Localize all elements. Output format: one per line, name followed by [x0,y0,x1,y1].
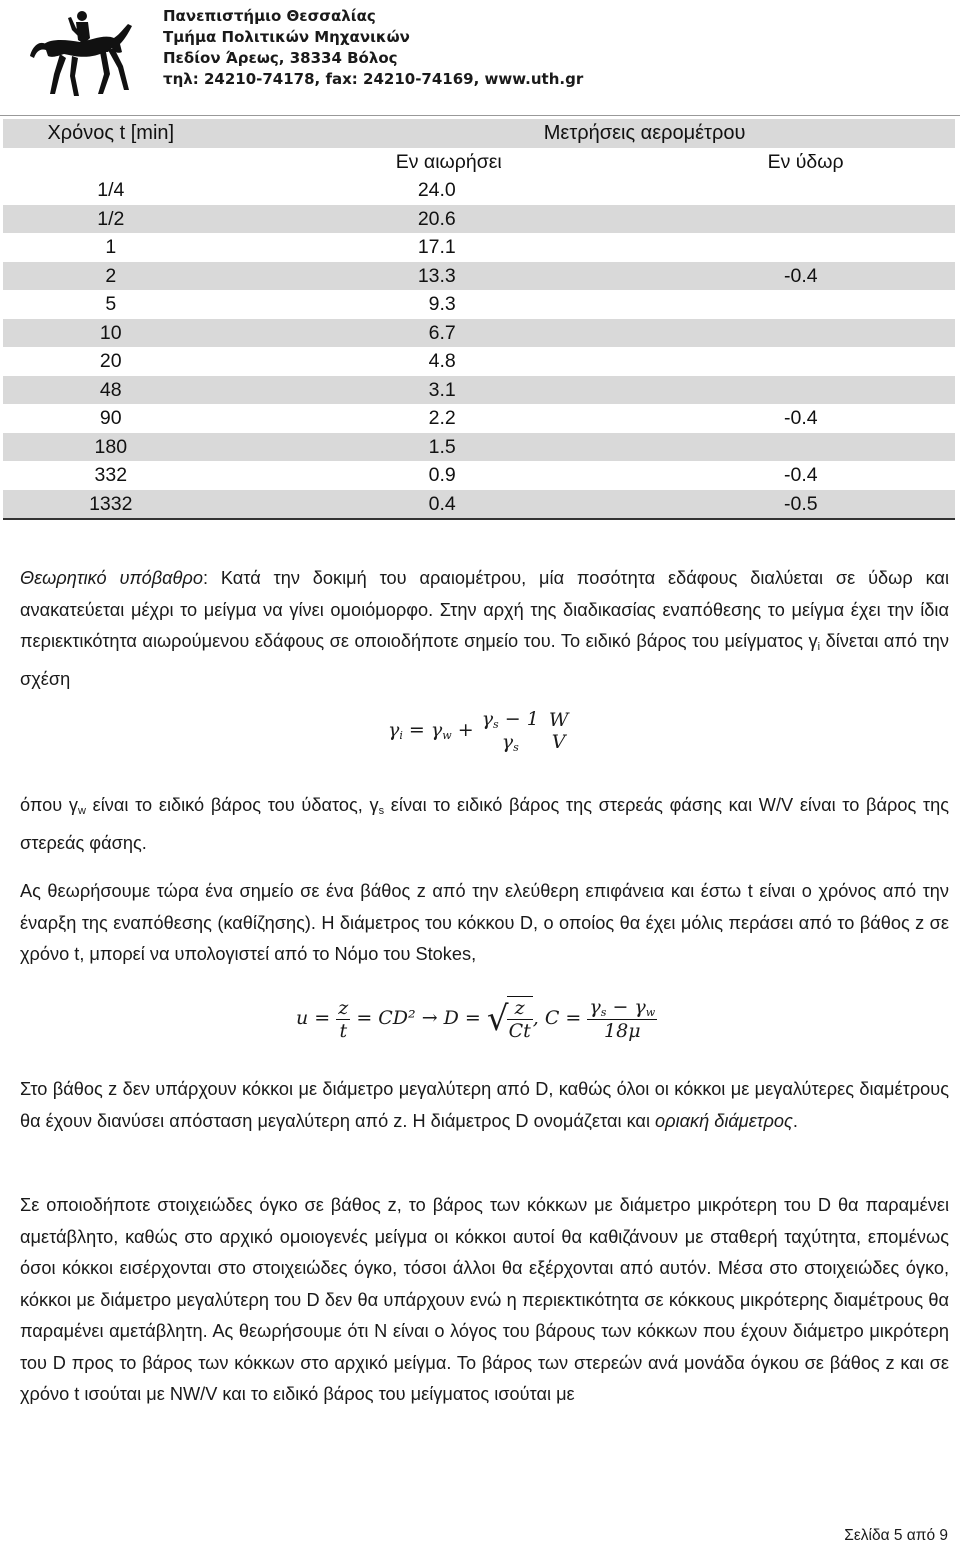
stokes-intro-text: Ας θεωρήσουμε τώρα ένα σημείο σε ένα βάθος z από την ελεύθερη επιφάνεια και έστω t είναι ο χρόνος από την έναρξη της εναπόθεσης (καθίζησης). Η διάμετρος του κόκκου D, ο οποίος θα έχει μόλις περάσει από το βάθος z σε χρόνο t, μπορεί να υπολογιστεί από το Νόμο του Stokes, [20,881,949,964]
time-cell: 1332 [3,490,219,520]
table-header-row [3,119,955,148]
time-cell: 1 [105,236,117,258]
water-cell: -0.4 [783,464,818,486]
where-a-sub: w [78,805,86,817]
eq1-lhs-sub: i [399,729,403,742]
suspension-cell: 0.9 [428,464,456,486]
water-cell [514,376,844,405]
contact-info: τηλ: 24210-74178, fax: 24210-74169, www.uth.gr [163,70,584,88]
water-cell [514,347,844,376]
time-cell: 5 [105,293,117,315]
suspension-column-header: Εν αιωρήσει [395,150,502,173]
time-cell: 1/4 [97,179,125,201]
suspension-cell: 20.6 [219,205,514,234]
water-cell [514,433,844,462]
water-cell [514,233,844,262]
equation-stokes [296,996,657,1042]
table-row [3,319,955,348]
hydrometer-table [3,119,955,520]
table-row [3,490,955,520]
eq1-plus: + [451,719,474,741]
element-volume-paragraph [20,1190,949,1411]
suspension-cell: 17.1 [417,236,456,258]
table-row [3,461,955,490]
time-cell: 48 [3,376,219,405]
address: Πεδίον Άρεως, 38334 Βόλος [163,49,398,67]
suspension-cell: 2.2 [428,407,456,429]
table-row [3,176,955,205]
eq2-u: u = [296,1007,331,1029]
eq2-mu: 18μ [604,1020,641,1042]
suspension-cell: 9.3 [428,293,456,315]
eq2-sqrt-fraction [507,996,533,1042]
department-name: Τμήμα Πολιτικών Μηχανικών [163,28,410,46]
table-row [3,376,955,405]
suspension-cell: 3.1 [219,376,514,405]
limit-italic: οριακή διάμετρος [655,1110,793,1131]
water-cell: -0.4 [783,407,818,429]
eq1-fraction [480,708,541,754]
water-cell [514,176,844,205]
eq2-z: z [338,996,349,1019]
theory-lead: Θεωρητικό υπόβαθρο [20,568,203,588]
eq1-eq: = γ [402,719,443,741]
eq1-lhs: γ [388,719,400,741]
eq2-t: t [339,1019,348,1042]
where-a: όπου γ [20,795,78,815]
water-cell [514,290,844,319]
time-cell: 90 [99,407,122,429]
water-column-header: Εν ύδωρ [767,150,844,173]
eq1-num-rest: − 1 [498,708,539,730]
time-cell: 2 [3,262,219,291]
theory-sub: i [817,641,821,653]
element-volume-text: Σε οποιοδήποτε στοιχειώδες όγκο σε βάθος z, το βάρος των κόκκων με διάμετρο μικρότερη του D θα παραμένει αμετάβλητο, καθώς στο αρχικό ομοιογενές μείγμα οι κόκκοι αυτοί θα καθιζάνουν με σταθερή ταχύτητα, επομένως όσοι κόκκοι εισέρχονται στο στοιχειώδες όγκο, τόσοι άλλοι θα εξέρχονται από αυτόν. Μέσα στο στοιχειώδες όγκο, κόκκοι με διάμετρο μεγαλύτερη του D δεν θα υπάρχουν ενώ η περιεκτικότητα σε κόκκους μικρότερης διαμέτρους θα παραμένει αμετάβλητη. Ας θεωρήσουμε ότι Ν είναι ο λόγος του βάρους των κόκκων που έχουν διάμετρο μικρότερη του D προς το βάρος των κόκκων στο αρχικό μείγμα. Το βάρος των στερεών ανά μονάδα όγκου σε βάθος z και σε χρόνο t ισούται με NW/V και το ειδικό βάρος του μείγματος ισούται με [20,1195,949,1404]
suspension-cell: 6.7 [219,319,514,348]
theory-end: δίνεται από την σχέση [20,631,949,689]
theory-paragraph [20,563,949,695]
suspension-cell: 1.5 [219,433,514,462]
time-cell: 10 [3,319,219,348]
water-cell: -0.4 [514,262,844,291]
eq1-w: W [548,709,569,731]
time-cell: 332 [94,464,128,486]
suspension-cell: 4.8 [428,350,456,372]
limit-end: . [792,1110,798,1131]
table-row [3,233,955,262]
page-header [163,6,583,90]
university-logo [24,4,142,104]
table-row [3,290,955,319]
suspension-cell: 13.3 [219,262,514,291]
table-row [3,262,955,291]
eq1-w-sub: w [442,729,452,742]
measurements-group-header: Μετρήσεις αερομέτρου [514,119,844,148]
table-row [3,404,955,433]
header-divider [0,115,960,116]
stokes-intro-paragraph [20,876,949,971]
table-subheader-row [3,148,955,177]
eq2-c-fraction [587,996,657,1042]
eq2-minus: − γ [606,996,646,1018]
eq2-gs-sub: s [600,1006,607,1019]
equation-mixture-unit-weight [388,708,570,754]
table-row [3,205,955,234]
where-b-sub: s [378,805,385,817]
sqrt-icon: √ [486,999,509,1039]
eq2-rz: z [507,997,533,1020]
eq2-c: , C = [532,1007,582,1029]
eq1-num-sub: s [493,718,499,731]
limit-text: Στο βάθος z δεν υπάρχουν κόκκοι με διάμετρο μεγαλύτερη από D, καθώς όλοι οι κόκκοι με μεγαλύτερες διαμέτρους θα έχουν διανύσει απόσταση μεγαλύτερη από z. Η διάμετρος D ονομάζεται και [20,1079,949,1131]
eq1-num: γ [481,708,494,730]
eq1-v: V [551,731,566,753]
water-cell [514,319,844,348]
page-number: Σελίδα 5 από 9 [844,1527,948,1544]
time-cell: 20 [99,350,122,372]
table-row [3,347,955,376]
eq1-wv-fraction [547,709,571,753]
eq2-cd: = CD² → D = [356,1007,481,1029]
eq1-den: γ [501,731,514,753]
time-cell: 1/2 [3,205,219,234]
time-cell: 180 [3,433,219,462]
theory-text: : Κατά την δοκιμή του αραιομέτρου, μία ποσότητα εδάφους διαλύεται σε ύδωρ και ανακατεύεται μέχρι το μείγμα να γίνει ομοιόμορφο. Στην αρχή της διαδικασίας εναπόθεσης το μείγμα έχει την ίδια περιεκτικότητα αιωρούμενου εδάφους σε οποιοδήποτε σημείο του. Το ειδικό βάρος του μείγματος γ [20,568,949,651]
suspension-cell: 24.0 [417,179,456,201]
eq1-den-sub: s [513,741,519,754]
limit-diameter-paragraph [20,1074,949,1137]
where-paragraph [20,790,949,859]
table-row [3,433,955,462]
suspension-cell: 0.4 [219,490,514,520]
eq2-rct: Ct [508,1020,531,1042]
eq2-zt-fraction [336,997,350,1042]
university-name: Πανεπιστήμιο Θεσσαλίας [163,7,376,25]
water-cell [514,205,844,234]
where-c: είναι το ειδικό βάρος της στερεάς φάσης και W/V είναι το βάρος της στερεάς φάσης. [20,795,949,853]
eq2-gs: γ [589,996,601,1018]
where-b: είναι το ειδικό βάρος του ύδατος, γ [85,795,379,815]
eq2-gw-sub: w [645,1006,656,1019]
time-column-header: Χρόνος t [min] [3,119,219,148]
water-cell: -0.5 [514,490,844,520]
